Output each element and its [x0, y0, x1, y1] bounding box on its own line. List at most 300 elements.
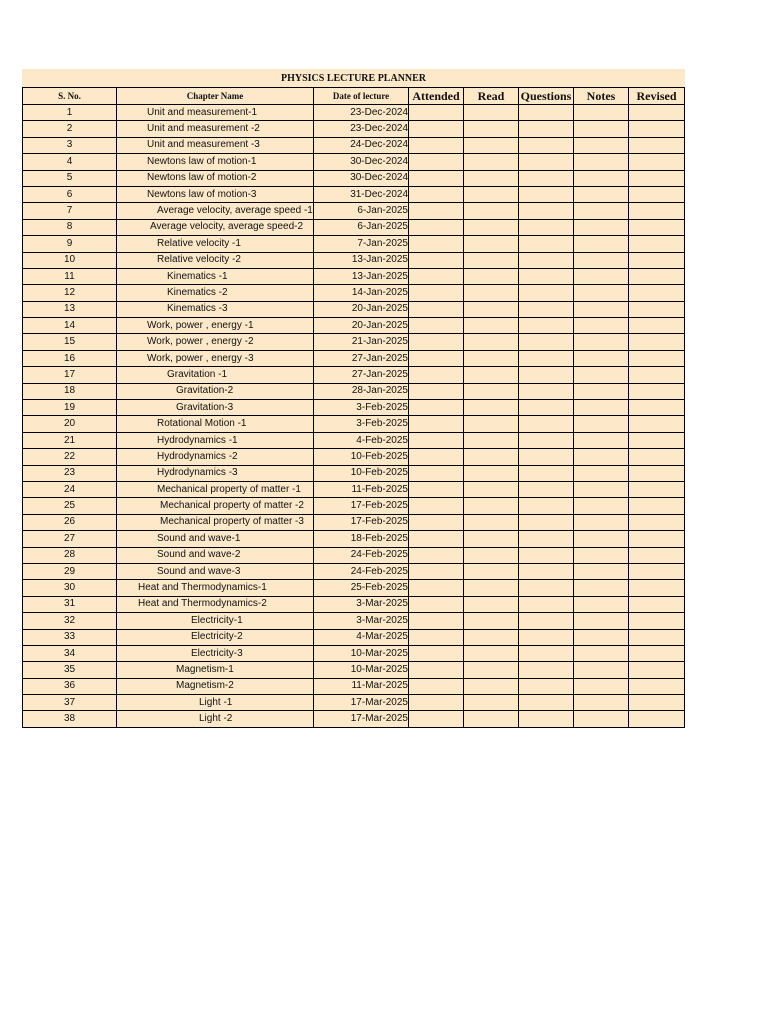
cell-read[interactable]: [464, 301, 519, 317]
cell-date-of-lecture[interactable]: 27-Jan-2025: [314, 350, 409, 366]
cell-date-of-lecture[interactable]: 3-Feb-2025: [314, 416, 409, 432]
cell-date-of-lecture[interactable]: 23-Dec-2024: [314, 105, 409, 121]
cell-revised[interactable]: [629, 613, 685, 629]
cell-date-of-lecture[interactable]: 30-Dec-2024: [314, 154, 409, 170]
cell-notes[interactable]: [574, 383, 629, 399]
cell-chapter-name[interactable]: [117, 563, 314, 579]
cell-revised[interactable]: [629, 547, 685, 563]
header-questions[interactable]: Questions: [519, 88, 574, 105]
cell-notes[interactable]: [574, 465, 629, 481]
cell-sno[interactable]: 7: [23, 203, 117, 219]
cell-attended[interactable]: [409, 498, 464, 514]
cell-questions[interactable]: [519, 695, 574, 711]
cell-revised[interactable]: [629, 236, 685, 252]
cell-questions[interactable]: [519, 186, 574, 202]
cell-revised[interactable]: [629, 301, 685, 317]
cell-questions[interactable]: [519, 645, 574, 661]
cell-date-of-lecture[interactable]: 23-Dec-2024: [314, 121, 409, 137]
cell-notes[interactable]: [574, 547, 629, 563]
cell-notes[interactable]: [574, 662, 629, 678]
cell-revised[interactable]: [629, 203, 685, 219]
header-date-of-lecture[interactable]: Date of lecture: [314, 88, 409, 105]
cell-revised[interactable]: [629, 318, 685, 334]
cell-notes[interactable]: [574, 449, 629, 465]
cell-notes[interactable]: [574, 629, 629, 645]
cell-revised[interactable]: [629, 154, 685, 170]
cell-sno[interactable]: 22: [23, 449, 117, 465]
cell-attended[interactable]: [409, 383, 464, 399]
cell-revised[interactable]: [629, 121, 685, 137]
header-read[interactable]: Read: [464, 88, 519, 105]
cell-attended[interactable]: [409, 137, 464, 153]
cell-attended[interactable]: [409, 170, 464, 186]
cell-date-of-lecture[interactable]: 28-Jan-2025: [314, 383, 409, 399]
cell-chapter-name[interactable]: [117, 629, 314, 645]
cell-read[interactable]: [464, 711, 519, 727]
cell-notes[interactable]: [574, 645, 629, 661]
cell-chapter-name[interactable]: [117, 531, 314, 547]
cell-date-of-lecture[interactable]: 3-Mar-2025: [314, 613, 409, 629]
cell-attended[interactable]: [409, 121, 464, 137]
cell-chapter-name[interactable]: [117, 285, 314, 301]
cell-chapter-name[interactable]: [117, 613, 314, 629]
cell-notes[interactable]: [574, 203, 629, 219]
cell-questions[interactable]: [519, 465, 574, 481]
cell-questions[interactable]: [519, 350, 574, 366]
cell-date-of-lecture[interactable]: 7-Jan-2025: [314, 236, 409, 252]
cell-revised[interactable]: [629, 498, 685, 514]
cell-attended[interactable]: [409, 285, 464, 301]
cell-read[interactable]: [464, 186, 519, 202]
cell-revised[interactable]: [629, 137, 685, 153]
cell-read[interactable]: [464, 432, 519, 448]
cell-sno[interactable]: 23: [23, 465, 117, 481]
cell-read[interactable]: [464, 662, 519, 678]
cell-revised[interactable]: [629, 285, 685, 301]
cell-sno[interactable]: 36: [23, 678, 117, 694]
cell-revised[interactable]: [629, 105, 685, 121]
cell-questions[interactable]: [519, 629, 574, 645]
cell-questions[interactable]: [519, 662, 574, 678]
cell-revised[interactable]: [629, 350, 685, 366]
cell-attended[interactable]: [409, 613, 464, 629]
cell-sno[interactable]: 35: [23, 662, 117, 678]
cell-attended[interactable]: [409, 252, 464, 268]
cell-read[interactable]: [464, 498, 519, 514]
cell-sno[interactable]: 10: [23, 252, 117, 268]
cell-chapter-name[interactable]: [117, 662, 314, 678]
cell-date-of-lecture[interactable]: 3-Mar-2025: [314, 596, 409, 612]
cell-date-of-lecture[interactable]: 14-Jan-2025: [314, 285, 409, 301]
cell-date-of-lecture[interactable]: 11-Mar-2025: [314, 678, 409, 694]
cell-attended[interactable]: [409, 268, 464, 284]
cell-chapter-name[interactable]: [117, 645, 314, 661]
cell-date-of-lecture[interactable]: 25-Feb-2025: [314, 580, 409, 596]
cell-date-of-lecture[interactable]: 21-Jan-2025: [314, 334, 409, 350]
cell-revised[interactable]: [629, 645, 685, 661]
cell-sno[interactable]: 33: [23, 629, 117, 645]
cell-chapter-name[interactable]: [117, 695, 314, 711]
cell-questions[interactable]: [519, 547, 574, 563]
cell-chapter-name[interactable]: [117, 465, 314, 481]
cell-revised[interactable]: [629, 186, 685, 202]
cell-sno[interactable]: 21: [23, 432, 117, 448]
cell-attended[interactable]: [409, 645, 464, 661]
cell-notes[interactable]: [574, 350, 629, 366]
cell-questions[interactable]: [519, 268, 574, 284]
cell-questions[interactable]: [519, 596, 574, 612]
cell-sno[interactable]: 6: [23, 186, 117, 202]
cell-sno[interactable]: 26: [23, 514, 117, 530]
cell-questions[interactable]: [519, 318, 574, 334]
cell-read[interactable]: [464, 334, 519, 350]
cell-read[interactable]: [464, 137, 519, 153]
cell-attended[interactable]: [409, 416, 464, 432]
cell-date-of-lecture[interactable]: 10-Mar-2025: [314, 645, 409, 661]
cell-notes[interactable]: [574, 498, 629, 514]
cell-revised[interactable]: [629, 219, 685, 235]
cell-questions[interactable]: [519, 613, 574, 629]
cell-read[interactable]: [464, 154, 519, 170]
cell-read[interactable]: [464, 563, 519, 579]
cell-read[interactable]: [464, 465, 519, 481]
cell-sno[interactable]: 3: [23, 137, 117, 153]
cell-read[interactable]: [464, 105, 519, 121]
cell-chapter-name[interactable]: [117, 154, 314, 170]
cell-date-of-lecture[interactable]: 6-Jan-2025: [314, 219, 409, 235]
cell-date-of-lecture[interactable]: 3-Feb-2025: [314, 400, 409, 416]
cell-chapter-name[interactable]: [117, 203, 314, 219]
cell-notes[interactable]: [574, 334, 629, 350]
cell-revised[interactable]: [629, 662, 685, 678]
cell-date-of-lecture[interactable]: 17-Feb-2025: [314, 498, 409, 514]
cell-attended[interactable]: [409, 203, 464, 219]
cell-attended[interactable]: [409, 629, 464, 645]
cell-attended[interactable]: [409, 580, 464, 596]
cell-questions[interactable]: [519, 203, 574, 219]
cell-sno[interactable]: 29: [23, 563, 117, 579]
cell-questions[interactable]: [519, 580, 574, 596]
cell-chapter-name[interactable]: [117, 252, 314, 268]
cell-sno[interactable]: 4: [23, 154, 117, 170]
cell-chapter-name[interactable]: [117, 400, 314, 416]
cell-notes[interactable]: [574, 481, 629, 497]
cell-chapter-name[interactable]: [117, 318, 314, 334]
cell-revised[interactable]: [629, 432, 685, 448]
cell-attended[interactable]: [409, 105, 464, 121]
cell-chapter-name[interactable]: [117, 186, 314, 202]
cell-date-of-lecture[interactable]: 6-Jan-2025: [314, 203, 409, 219]
cell-revised[interactable]: [629, 449, 685, 465]
cell-attended[interactable]: [409, 596, 464, 612]
cell-attended[interactable]: [409, 514, 464, 530]
cell-sno[interactable]: 13: [23, 301, 117, 317]
cell-questions[interactable]: [519, 301, 574, 317]
cell-date-of-lecture[interactable]: 18-Feb-2025: [314, 531, 409, 547]
cell-read[interactable]: [464, 318, 519, 334]
cell-attended[interactable]: [409, 318, 464, 334]
cell-read[interactable]: [464, 400, 519, 416]
cell-revised[interactable]: [629, 514, 685, 530]
cell-notes[interactable]: [574, 531, 629, 547]
cell-notes[interactable]: [574, 367, 629, 383]
cell-chapter-name[interactable]: [117, 580, 314, 596]
cell-attended[interactable]: [409, 400, 464, 416]
cell-revised[interactable]: [629, 170, 685, 186]
cell-notes[interactable]: [574, 711, 629, 727]
cell-attended[interactable]: [409, 711, 464, 727]
cell-attended[interactable]: [409, 678, 464, 694]
cell-chapter-name[interactable]: [117, 236, 314, 252]
cell-questions[interactable]: [519, 105, 574, 121]
cell-read[interactable]: [464, 367, 519, 383]
cell-chapter-name[interactable]: [117, 121, 314, 137]
cell-read[interactable]: [464, 531, 519, 547]
cell-read[interactable]: [464, 629, 519, 645]
cell-sno[interactable]: 38: [23, 711, 117, 727]
cell-questions[interactable]: [519, 252, 574, 268]
cell-attended[interactable]: [409, 695, 464, 711]
cell-read[interactable]: [464, 613, 519, 629]
cell-revised[interactable]: [629, 596, 685, 612]
cell-read[interactable]: [464, 514, 519, 530]
cell-date-of-lecture[interactable]: 24-Feb-2025: [314, 563, 409, 579]
planner-title[interactable]: PHYSICS LECTURE PLANNER: [23, 70, 685, 88]
cell-date-of-lecture[interactable]: 13-Jan-2025: [314, 252, 409, 268]
cell-read[interactable]: [464, 383, 519, 399]
cell-attended[interactable]: [409, 301, 464, 317]
cell-questions[interactable]: [519, 367, 574, 383]
cell-date-of-lecture[interactable]: 13-Jan-2025: [314, 268, 409, 284]
cell-sno[interactable]: 8: [23, 219, 117, 235]
cell-date-of-lecture[interactable]: 24-Dec-2024: [314, 137, 409, 153]
cell-sno[interactable]: 34: [23, 645, 117, 661]
cell-attended[interactable]: [409, 350, 464, 366]
cell-questions[interactable]: [519, 383, 574, 399]
cell-chapter-name[interactable]: [117, 678, 314, 694]
cell-date-of-lecture[interactable]: 20-Jan-2025: [314, 318, 409, 334]
cell-attended[interactable]: [409, 186, 464, 202]
cell-questions[interactable]: [519, 481, 574, 497]
cell-read[interactable]: [464, 645, 519, 661]
cell-attended[interactable]: [409, 563, 464, 579]
cell-sno[interactable]: 17: [23, 367, 117, 383]
cell-sno[interactable]: 12: [23, 285, 117, 301]
cell-notes[interactable]: [574, 105, 629, 121]
cell-notes[interactable]: [574, 137, 629, 153]
cell-read[interactable]: [464, 285, 519, 301]
header-sno[interactable]: S. No.: [23, 88, 117, 105]
cell-notes[interactable]: [574, 432, 629, 448]
cell-sno[interactable]: 31: [23, 596, 117, 612]
cell-sno[interactable]: 18: [23, 383, 117, 399]
cell-questions[interactable]: [519, 432, 574, 448]
cell-questions[interactable]: [519, 563, 574, 579]
cell-date-of-lecture[interactable]: 17-Feb-2025: [314, 514, 409, 530]
cell-sno[interactable]: 32: [23, 613, 117, 629]
cell-chapter-name[interactable]: [117, 416, 314, 432]
cell-questions[interactable]: [519, 711, 574, 727]
cell-read[interactable]: [464, 268, 519, 284]
cell-date-of-lecture[interactable]: 11-Feb-2025: [314, 481, 409, 497]
cell-chapter-name[interactable]: [117, 383, 314, 399]
cell-notes[interactable]: [574, 596, 629, 612]
cell-chapter-name[interactable]: [117, 547, 314, 563]
cell-sno[interactable]: 1: [23, 105, 117, 121]
header-attended[interactable]: Attended: [409, 88, 464, 105]
cell-sno[interactable]: 14: [23, 318, 117, 334]
cell-revised[interactable]: [629, 531, 685, 547]
cell-notes[interactable]: [574, 695, 629, 711]
cell-revised[interactable]: [629, 465, 685, 481]
cell-chapter-name[interactable]: [117, 596, 314, 612]
cell-sno[interactable]: 24: [23, 481, 117, 497]
cell-chapter-name[interactable]: [117, 105, 314, 121]
cell-attended[interactable]: [409, 481, 464, 497]
cell-attended[interactable]: [409, 531, 464, 547]
cell-sno[interactable]: 25: [23, 498, 117, 514]
cell-read[interactable]: [464, 481, 519, 497]
cell-chapter-name[interactable]: [117, 449, 314, 465]
cell-attended[interactable]: [409, 465, 464, 481]
cell-revised[interactable]: [629, 383, 685, 399]
cell-notes[interactable]: [574, 154, 629, 170]
cell-sno[interactable]: 16: [23, 350, 117, 366]
cell-read[interactable]: [464, 350, 519, 366]
cell-read[interactable]: [464, 580, 519, 596]
cell-questions[interactable]: [519, 531, 574, 547]
cell-notes[interactable]: [574, 563, 629, 579]
cell-questions[interactable]: [519, 334, 574, 350]
cell-sno[interactable]: 15: [23, 334, 117, 350]
cell-sno[interactable]: 5: [23, 170, 117, 186]
cell-revised[interactable]: [629, 629, 685, 645]
cell-date-of-lecture[interactable]: 10-Feb-2025: [314, 449, 409, 465]
cell-revised[interactable]: [629, 334, 685, 350]
cell-questions[interactable]: [519, 219, 574, 235]
cell-attended[interactable]: [409, 547, 464, 563]
cell-revised[interactable]: [629, 400, 685, 416]
cell-questions[interactable]: [519, 514, 574, 530]
header-chapter-name[interactable]: Chapter Name: [117, 88, 314, 105]
cell-revised[interactable]: [629, 563, 685, 579]
header-revised[interactable]: Revised: [629, 88, 685, 105]
cell-attended[interactable]: [409, 449, 464, 465]
cell-notes[interactable]: [574, 285, 629, 301]
cell-date-of-lecture[interactable]: 4-Mar-2025: [314, 629, 409, 645]
cell-revised[interactable]: [629, 711, 685, 727]
cell-questions[interactable]: [519, 400, 574, 416]
cell-read[interactable]: [464, 695, 519, 711]
cell-chapter-name[interactable]: [117, 350, 314, 366]
cell-sno[interactable]: 11: [23, 268, 117, 284]
cell-notes[interactable]: [574, 121, 629, 137]
cell-attended[interactable]: [409, 367, 464, 383]
cell-revised[interactable]: [629, 252, 685, 268]
cell-revised[interactable]: [629, 580, 685, 596]
cell-questions[interactable]: [519, 154, 574, 170]
cell-notes[interactable]: [574, 580, 629, 596]
cell-revised[interactable]: [629, 695, 685, 711]
cell-questions[interactable]: [519, 498, 574, 514]
cell-chapter-name[interactable]: [117, 334, 314, 350]
cell-questions[interactable]: [519, 678, 574, 694]
cell-revised[interactable]: [629, 367, 685, 383]
cell-read[interactable]: [464, 449, 519, 465]
cell-read[interactable]: [464, 236, 519, 252]
cell-questions[interactable]: [519, 236, 574, 252]
cell-questions[interactable]: [519, 285, 574, 301]
cell-read[interactable]: [464, 252, 519, 268]
cell-revised[interactable]: [629, 678, 685, 694]
cell-sno[interactable]: 37: [23, 695, 117, 711]
cell-chapter-name[interactable]: [117, 432, 314, 448]
cell-read[interactable]: [464, 219, 519, 235]
cell-chapter-name[interactable]: [117, 268, 314, 284]
header-notes[interactable]: Notes: [574, 88, 629, 105]
cell-revised[interactable]: [629, 416, 685, 432]
cell-read[interactable]: [464, 203, 519, 219]
cell-notes[interactable]: [574, 170, 629, 186]
cell-attended[interactable]: [409, 219, 464, 235]
cell-date-of-lecture[interactable]: 20-Jan-2025: [314, 301, 409, 317]
cell-chapter-name[interactable]: [117, 170, 314, 186]
cell-chapter-name[interactable]: [117, 219, 314, 235]
cell-date-of-lecture[interactable]: 31-Dec-2024: [314, 186, 409, 202]
cell-notes[interactable]: [574, 400, 629, 416]
cell-chapter-name[interactable]: [117, 498, 314, 514]
cell-attended[interactable]: [409, 432, 464, 448]
cell-sno[interactable]: 9: [23, 236, 117, 252]
cell-sno[interactable]: 30: [23, 580, 117, 596]
cell-attended[interactable]: [409, 154, 464, 170]
cell-sno[interactable]: 27: [23, 531, 117, 547]
cell-notes[interactable]: [574, 318, 629, 334]
cell-questions[interactable]: [519, 416, 574, 432]
cell-questions[interactable]: [519, 121, 574, 137]
cell-sno[interactable]: 19: [23, 400, 117, 416]
cell-chapter-name[interactable]: [117, 481, 314, 497]
cell-notes[interactable]: [574, 416, 629, 432]
cell-date-of-lecture[interactable]: 27-Jan-2025: [314, 367, 409, 383]
cell-attended[interactable]: [409, 236, 464, 252]
cell-notes[interactable]: [574, 301, 629, 317]
cell-attended[interactable]: [409, 662, 464, 678]
cell-attended[interactable]: [409, 334, 464, 350]
cell-sno[interactable]: 28: [23, 547, 117, 563]
cell-date-of-lecture[interactable]: 24-Feb-2025: [314, 547, 409, 563]
cell-sno[interactable]: 20: [23, 416, 117, 432]
cell-date-of-lecture[interactable]: 10-Feb-2025: [314, 465, 409, 481]
cell-chapter-name[interactable]: [117, 301, 314, 317]
cell-notes[interactable]: [574, 186, 629, 202]
cell-read[interactable]: [464, 170, 519, 186]
cell-chapter-name[interactable]: [117, 137, 314, 153]
cell-read[interactable]: [464, 678, 519, 694]
cell-read[interactable]: [464, 416, 519, 432]
cell-date-of-lecture[interactable]: 17-Mar-2025: [314, 711, 409, 727]
cell-chapter-name[interactable]: [117, 711, 314, 727]
cell-chapter-name[interactable]: [117, 367, 314, 383]
cell-chapter-name[interactable]: [117, 514, 314, 530]
cell-read[interactable]: [464, 121, 519, 137]
cell-questions[interactable]: [519, 137, 574, 153]
cell-notes[interactable]: [574, 219, 629, 235]
cell-questions[interactable]: [519, 449, 574, 465]
cell-notes[interactable]: [574, 678, 629, 694]
cell-date-of-lecture[interactable]: 30-Dec-2024: [314, 170, 409, 186]
cell-date-of-lecture[interactable]: 17-Mar-2025: [314, 695, 409, 711]
